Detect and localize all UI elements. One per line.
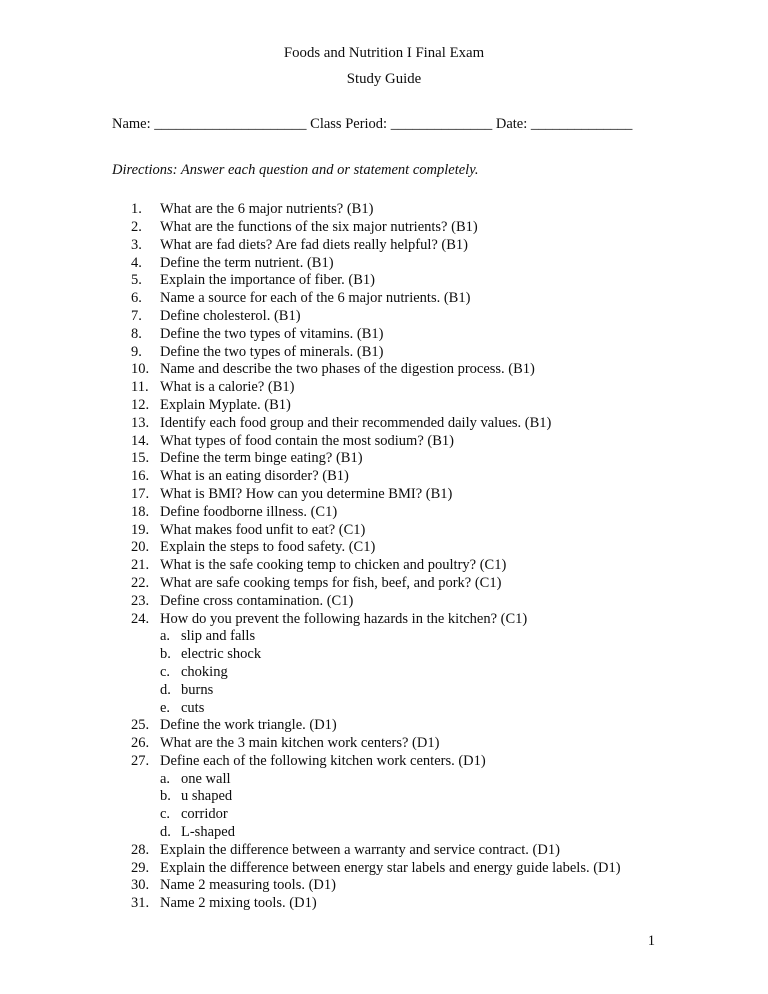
question-item	[131, 717, 656, 735]
question-item	[131, 272, 656, 290]
question-row	[131, 611, 656, 629]
question-row	[131, 450, 656, 468]
question-row	[131, 753, 656, 771]
question-number: 17.	[131, 485, 150, 502]
question-number: 2.	[131, 218, 142, 235]
question-row	[131, 415, 656, 433]
question-number: 11.	[131, 379, 149, 396]
sub-item-text: one wall	[181, 770, 231, 787]
question-number: 25.	[131, 717, 150, 734]
question-item	[131, 895, 656, 913]
question-row	[131, 379, 656, 397]
question-row	[131, 237, 656, 255]
question-text: Define the two types of vitamins. (B1)	[160, 325, 384, 342]
question-row	[131, 344, 656, 362]
sub-item-text: corridor	[181, 806, 228, 823]
question-text: What is a calorie? (B1)	[160, 379, 295, 396]
question-text: What is an eating disorder? (B1)	[160, 468, 349, 485]
question-text: Define foodborne illness. (C1)	[160, 503, 338, 520]
question-text: Name a source for each of the 6 major nutrients. (B1)	[160, 290, 471, 307]
question-row	[131, 219, 656, 237]
question-item	[131, 255, 656, 273]
question-item	[131, 611, 656, 718]
question-number: 28.	[131, 841, 150, 858]
name-label: Name:	[112, 115, 155, 132]
sub-item-text: electric shock	[181, 646, 262, 663]
question-number: 20.	[131, 539, 150, 556]
question-item	[131, 308, 656, 326]
question-item	[131, 237, 656, 255]
question-number: 6.	[131, 290, 142, 307]
question-number: 23.	[131, 592, 150, 609]
question-item	[131, 593, 656, 611]
question-text: Explain the difference between energy star labels and energy guide labels. (D1)	[160, 859, 621, 876]
date-label: Date:	[495, 115, 531, 132]
question-item	[131, 219, 656, 237]
question-text: Define the term nutrient. (B1)	[160, 254, 334, 271]
question-number: 26.	[131, 735, 150, 752]
question-item	[131, 326, 656, 344]
sub-item-text: burns	[181, 681, 214, 698]
question-text: Explain the importance of fiber. (B1)	[160, 272, 376, 289]
question-row	[131, 255, 656, 273]
question-row	[131, 486, 656, 504]
page-number: 1	[647, 933, 655, 949]
question-number: 15.	[131, 450, 150, 467]
question-item	[131, 575, 656, 593]
question-item	[131, 522, 656, 540]
question-item	[131, 486, 656, 504]
question-row	[131, 272, 656, 290]
question-number: 12.	[131, 396, 150, 413]
question-number: 27.	[131, 752, 150, 769]
question-text: How do you prevent the following hazards in the kitchen? (C1)	[160, 610, 528, 627]
question-text: Define cross contamination. (C1)	[160, 592, 354, 609]
question-row	[131, 860, 656, 878]
question-text: Define the two types of minerals. (B1)	[160, 343, 384, 360]
sub-item-letter: c.	[160, 806, 171, 823]
directions-text: Directions: Answer each question and or statement completely.	[112, 162, 479, 179]
question-text: Define the work triangle. (D1)	[160, 717, 337, 734]
question-text: What are the 6 major nutrients? (B1)	[160, 201, 374, 218]
sub-item	[131, 646, 656, 664]
question-item	[131, 468, 656, 486]
sub-item	[131, 700, 656, 718]
question-row	[131, 539, 656, 557]
question-text: Name and describe the two phases of the digestion process. (B1)	[160, 361, 535, 378]
question-item	[131, 735, 656, 753]
question-item	[131, 557, 656, 575]
question-row	[131, 308, 656, 326]
question-row	[131, 504, 656, 522]
question-number: 31.	[131, 895, 150, 912]
question-number: 10.	[131, 361, 150, 378]
sub-item-letter: a.	[160, 628, 171, 645]
question-text: What are fad diets? Are fad diets really helpful? (B1)	[160, 236, 468, 253]
question-number: 30.	[131, 877, 150, 894]
question-list	[131, 201, 656, 913]
sub-item	[131, 664, 656, 682]
sub-item	[131, 788, 656, 806]
question-text: What are the 3 main kitchen work centers? (D1)	[160, 735, 440, 752]
question-item	[131, 379, 656, 397]
question-row	[131, 468, 656, 486]
sub-item-text: cuts	[181, 699, 205, 716]
question-row	[131, 290, 656, 308]
question-number: 1.	[131, 201, 142, 218]
question-row	[131, 557, 656, 575]
sub-item-letter: b.	[160, 646, 171, 663]
question-text: What is BMI? How can you determine BMI? (B1)	[160, 485, 453, 502]
class-period-blank: ______________	[390, 115, 493, 132]
question-item	[131, 201, 656, 219]
question-number: 29.	[131, 859, 150, 876]
question-text: Define cholesterol. (B1)	[160, 307, 301, 324]
sub-item	[131, 771, 656, 789]
sub-item-letter: c.	[160, 663, 171, 680]
question-item	[131, 361, 656, 379]
question-number: 4.	[131, 254, 142, 271]
question-text: Identify each food group and their recommended daily values. (B1)	[160, 414, 552, 431]
question-number: 9.	[131, 343, 142, 360]
sub-item-letter: d.	[160, 824, 171, 841]
document-subtitle: Study Guide	[346, 70, 422, 87]
question-row	[131, 397, 656, 415]
question-row	[131, 877, 656, 895]
question-item	[131, 415, 656, 433]
sub-item	[131, 806, 656, 824]
question-row	[131, 361, 656, 379]
question-number: 7.	[131, 307, 142, 324]
sub-item-text: slip and falls	[181, 628, 256, 645]
question-text: What is the safe cooking temp to chicken and poultry? (C1)	[160, 557, 507, 574]
question-item	[131, 290, 656, 308]
name-blank: _____________________	[154, 115, 307, 132]
question-text: Explain the steps to food safety. (C1)	[160, 539, 376, 556]
question-row	[131, 735, 656, 753]
question-row	[131, 522, 656, 540]
sub-item	[131, 682, 656, 700]
name-class-date-row	[112, 116, 656, 134]
question-row	[131, 575, 656, 593]
question-item	[131, 433, 656, 451]
question-text: What types of food contain the most sodium? (B1)	[160, 432, 454, 449]
question-item	[131, 877, 656, 895]
question-number: 13.	[131, 414, 150, 431]
question-text: What are safe cooking temps for fish, beef, and pork? (C1)	[160, 574, 502, 591]
question-item	[131, 397, 656, 415]
document-title: Foods and Nutrition I Final Exam	[283, 45, 485, 61]
sub-item-letter: b.	[160, 788, 171, 805]
question-row	[131, 895, 656, 913]
question-text: What are the functions of the six major nutrients? (B1)	[160, 218, 478, 235]
question-item	[131, 344, 656, 362]
question-row	[131, 842, 656, 860]
question-row	[131, 433, 656, 451]
question-number: 22.	[131, 574, 150, 591]
sub-item	[131, 628, 656, 646]
question-text: Name 2 mixing tools. (D1)	[160, 895, 317, 912]
question-row	[131, 201, 656, 219]
question-number: 18.	[131, 503, 150, 520]
question-row	[131, 593, 656, 611]
question-text: Explain the difference between a warranty and service contract. (D1)	[160, 841, 560, 858]
question-item	[131, 860, 656, 878]
question-number: 24.	[131, 610, 150, 627]
question-text: Define the term binge eating? (B1)	[160, 450, 363, 467]
date-blank: ______________	[530, 115, 633, 132]
sub-item-text: u shaped	[181, 788, 233, 805]
question-number: 19.	[131, 521, 150, 538]
sub-item-letter: e.	[160, 699, 171, 716]
question-number: 5.	[131, 272, 142, 289]
question-number: 16.	[131, 468, 150, 485]
question-row	[131, 326, 656, 344]
sub-item-text: L-shaped	[181, 824, 235, 841]
question-text: Name 2 measuring tools. (D1)	[160, 877, 336, 894]
question-row	[131, 717, 656, 735]
sub-item-letter: d.	[160, 681, 171, 698]
question-number: 8.	[131, 325, 142, 342]
question-item	[131, 539, 656, 557]
question-item	[131, 753, 656, 842]
question-text: Define each of the following kitchen work centers. (D1)	[160, 752, 486, 769]
question-item	[131, 450, 656, 468]
question-number: 14.	[131, 432, 150, 449]
question-item	[131, 504, 656, 522]
question-number: 3.	[131, 236, 142, 253]
sub-item	[131, 824, 656, 842]
question-text: Explain Myplate. (B1)	[160, 396, 291, 413]
sub-item-letter: a.	[160, 770, 171, 787]
sub-item-text: choking	[181, 663, 228, 680]
question-item	[131, 842, 656, 860]
question-number: 21.	[131, 557, 150, 574]
class-period-label: Class Period:	[310, 115, 391, 132]
question-text: What makes food unfit to eat? (C1)	[160, 521, 366, 538]
